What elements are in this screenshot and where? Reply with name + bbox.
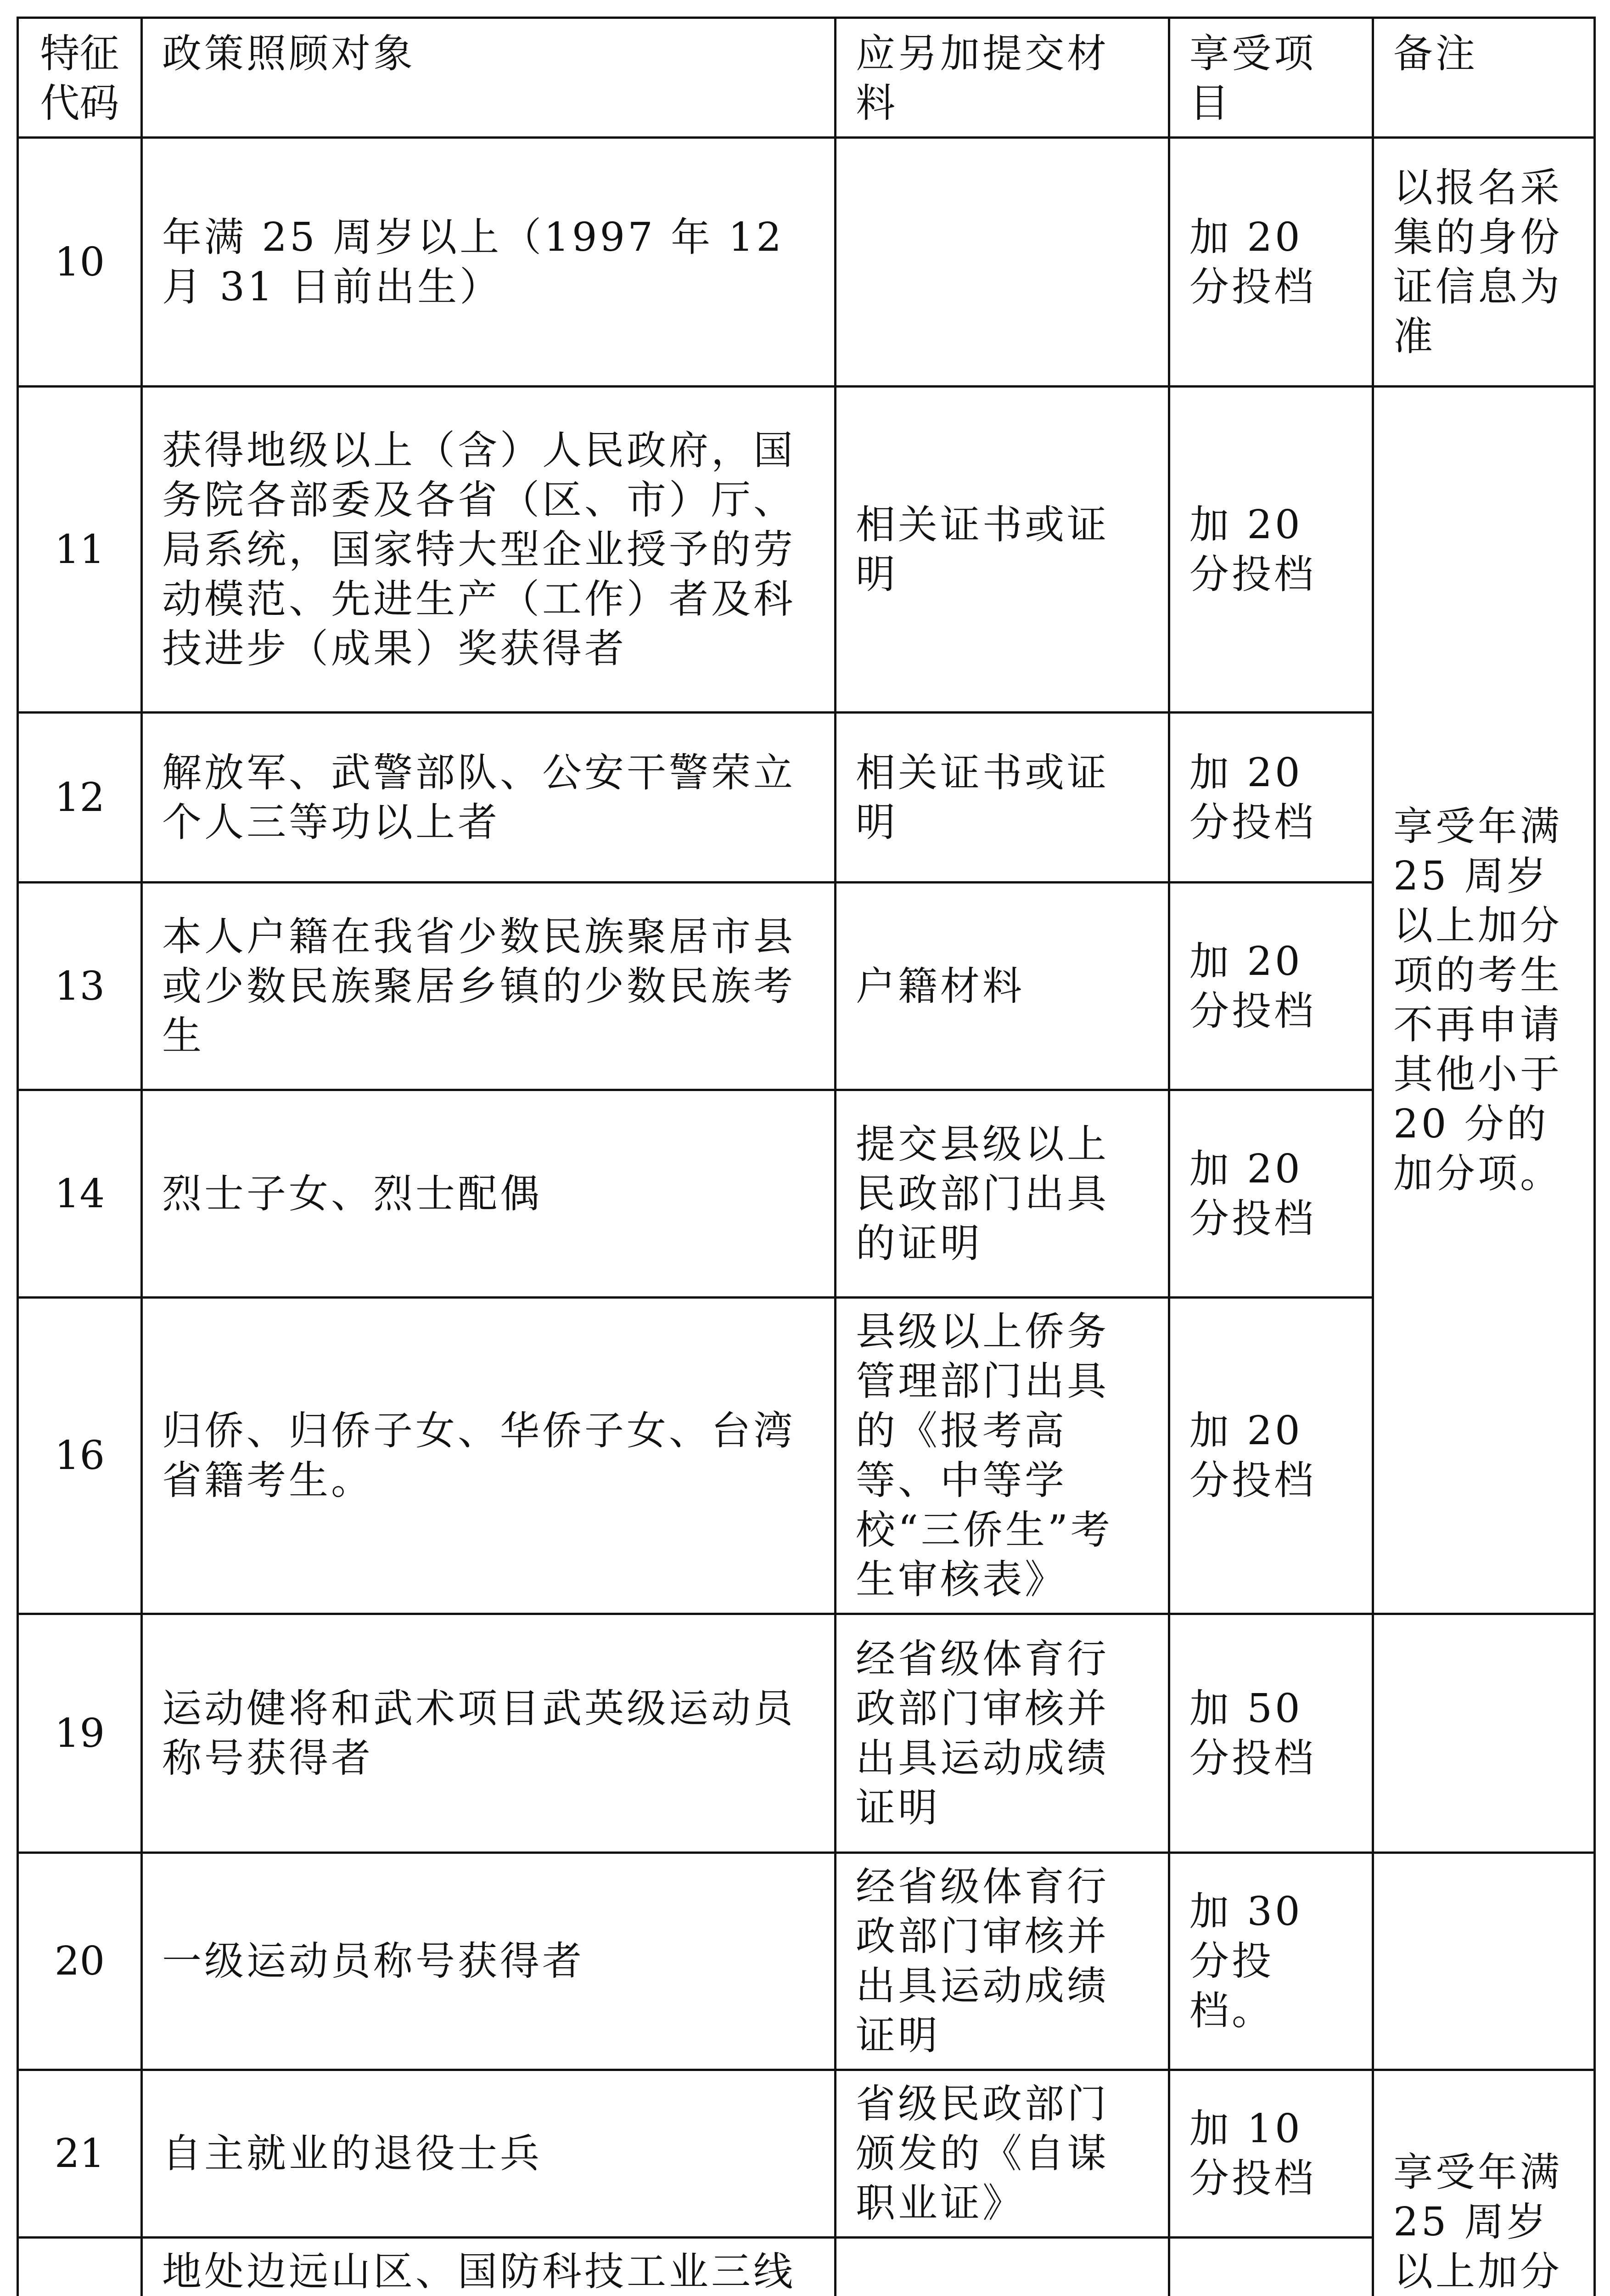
row-code [18,2238,142,2296]
table-row [18,713,1595,883]
header-materials: 应另加提交材料 [836,18,1169,138]
row-benefit: 加 20 分投档 [1169,1090,1373,1298]
row-remark [1373,1853,1595,2070]
row-code: 19 [18,1614,142,1853]
row-target: 一级运动员称号获得者 [142,1853,836,2070]
row-benefit: 加 20 分投档 [1169,713,1373,883]
table-row [18,387,1595,713]
row-code: 14 [18,1090,142,1298]
row-materials: 经省级体育行政部门审核并出具运动成绩证明 [836,1614,1169,1853]
row-target: 归侨、归侨子女、华侨子女、台湾省籍考生。 [142,1298,836,1614]
group-remark-a: 享受年满 25 周岁以上加分项的考生不再申请其他小于 20 分的加分项。 [1373,387,1595,1614]
row-target: 地处边远山区、国防科技工业三线 [142,2238,836,2296]
row-benefit: 加 10 分投档 [1169,2070,1373,2238]
row-target: 自主就业的退役士兵 [142,2070,836,2238]
row-benefit: 加 20 分投档 [1169,138,1373,387]
header-code: 特征代码 [18,18,142,138]
table-row [18,1853,1595,2070]
row-target: 解放军、武警部队、公安干警荣立个人三等功以上者 [142,713,836,883]
group-remark-b: 享受年满 25 周岁以上加分 [1373,2070,1595,2296]
row-benefit: 加 30 分投档。 [1169,1853,1373,2070]
table-row [18,2070,1595,2238]
row-materials: 提交县级以上民政部门出具的证明 [836,1090,1169,1298]
table-row [18,2238,1595,2296]
row-target: 运动健将和武术项目武英级运动员称号获得者 [142,1614,836,1853]
header-benefit: 享受项目 [1169,18,1373,138]
table-row [18,138,1595,387]
table-row [18,1614,1595,1853]
row-target: 年满 25 周岁以上（1997 年 12 月 31 日前出生） [142,138,836,387]
row-materials: 经省级体育行政部门审核并出具运动成绩证明 [836,1853,1169,2070]
row-code: 20 [18,1853,142,2070]
row-benefit: 加 20 分投档 [1169,387,1373,713]
row-remark [1373,1614,1595,1853]
row-materials [836,2238,1169,2296]
table-row [18,1298,1595,1614]
row-code: 21 [18,2070,142,2238]
row-code: 13 [18,883,142,1090]
row-materials [836,138,1169,387]
row-materials: 相关证书或证明 [836,713,1169,883]
row-materials: 相关证书或证明 [836,387,1169,713]
header-remark: 备注 [1373,18,1595,138]
row-benefit: 加 20 分投档 [1169,1298,1373,1614]
row-code: 16 [18,1298,142,1614]
row-remark: 以报名采集的身份证信息为准 [1373,138,1595,387]
row-code: 11 [18,387,142,713]
row-materials: 户籍材料 [836,883,1169,1090]
row-benefit: 加 50 分投档 [1169,1614,1373,1853]
header-target: 政策照顾对象 [142,18,836,138]
table-header-row [18,18,1595,138]
row-code: 10 [18,138,142,387]
row-benefit [1169,2238,1373,2296]
bonus-policy-table [17,17,1596,2296]
row-target: 获得地级以上（含）人民政府，国务院各部委及各省（区、市）厅、局系统，国家特大型企业授予的劳动模范、先进生产（工作）者及科技进步（成果）奖获得者 [142,387,836,713]
table-row [18,883,1595,1090]
row-benefit: 加 20 分投档 [1169,883,1373,1090]
table-row [18,1090,1595,1298]
row-code: 12 [18,713,142,883]
row-materials: 县级以上侨务管理部门出具的《报考高等、中等学校“三侨生”考生审核表》 [836,1298,1169,1614]
row-target: 烈士子女、烈士配偶 [142,1090,836,1298]
row-materials: 省级民政部门颁发的《自谋职业证》 [836,2070,1169,2238]
row-target: 本人户籍在我省少数民族聚居市县或少数民族聚居乡镇的少数民族考生 [142,883,836,1090]
